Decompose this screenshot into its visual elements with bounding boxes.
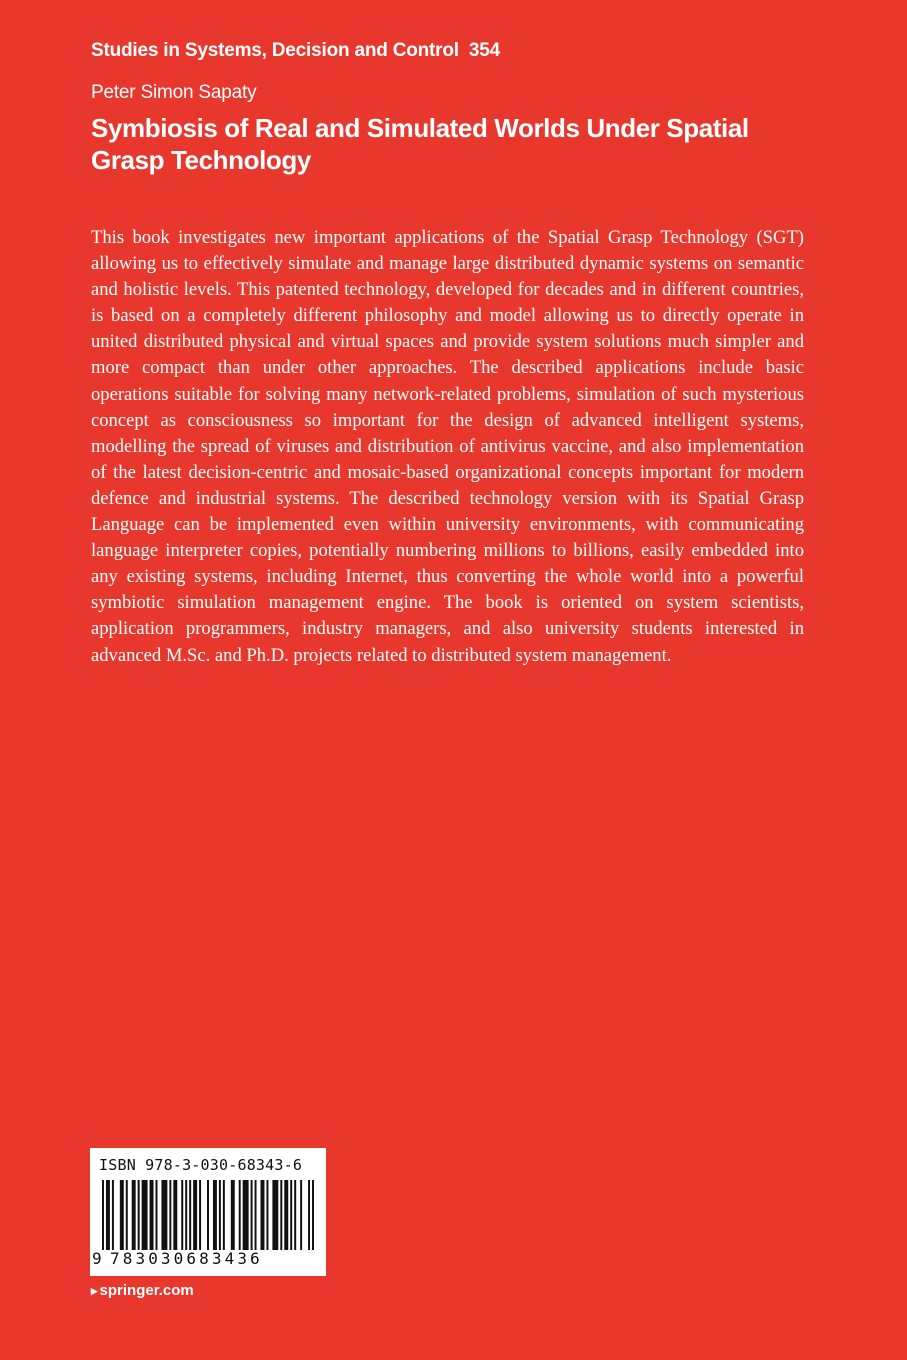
chevron-right-icon: ▸ (91, 1283, 98, 1298)
series-number: 354 (468, 40, 500, 61)
book-title: Symbiosis of Real and Simulated Worlds Under Spatial Grasp Technology (91, 113, 749, 175)
series-name: Studies in Systems, Decision and Control (91, 40, 459, 61)
isbn-label: ISBN 978-3-030-68343-6 (99, 1156, 303, 1174)
series-line (91, 40, 500, 62)
author-name: Peter Simon Sapaty (91, 82, 257, 103)
barcode-icon (102, 1180, 314, 1250)
publisher-link[interactable] (91, 1282, 194, 1299)
publisher-url[interactable]: springer.com (99, 1282, 194, 1299)
book-description: This book investigates new important applications of the Spatial Grasp Technology (SGT) allowing us to effectively simulate and manage large distributed dynamic systems on semantic and holistic levels. This patented technology, developed for decades and in different countries, is based on a completely different philosophy and model allowing us to directly operate in united distributed physical and virtual spaces and provide system solutions much simpler and more compact than under other approaches. The described applications include basic operations suitable for solving many network-related problems, simulation of such mysterious concept as consciousness so important for the design of advanced intelligent systems, modelling the spread of viruses and distribution of antivirus vaccine, and also implementation of the latest decision-centric and mosaic-based organizational concepts important for modern defence and industrial systems. The described technology version with its Spatial Grasp Language can be implemented even within university environments, with communicating language interpreter copies, potentially numbering millions to billions, easily embedded into any existing systems, including Internet, thus converting the whole world into a powerful symbiotic simulation management engine. The book is oriented on system scientists, application programmers, industry managers, and also university students interested in advanced M.Sc. and Ph.D. projects related to distributed system management. (91, 227, 804, 666)
ean-digits: 783030683436 (110, 1249, 263, 1268)
isbn-barcode-panel (90, 1148, 326, 1276)
ean-first-digit: 9 (92, 1249, 102, 1268)
